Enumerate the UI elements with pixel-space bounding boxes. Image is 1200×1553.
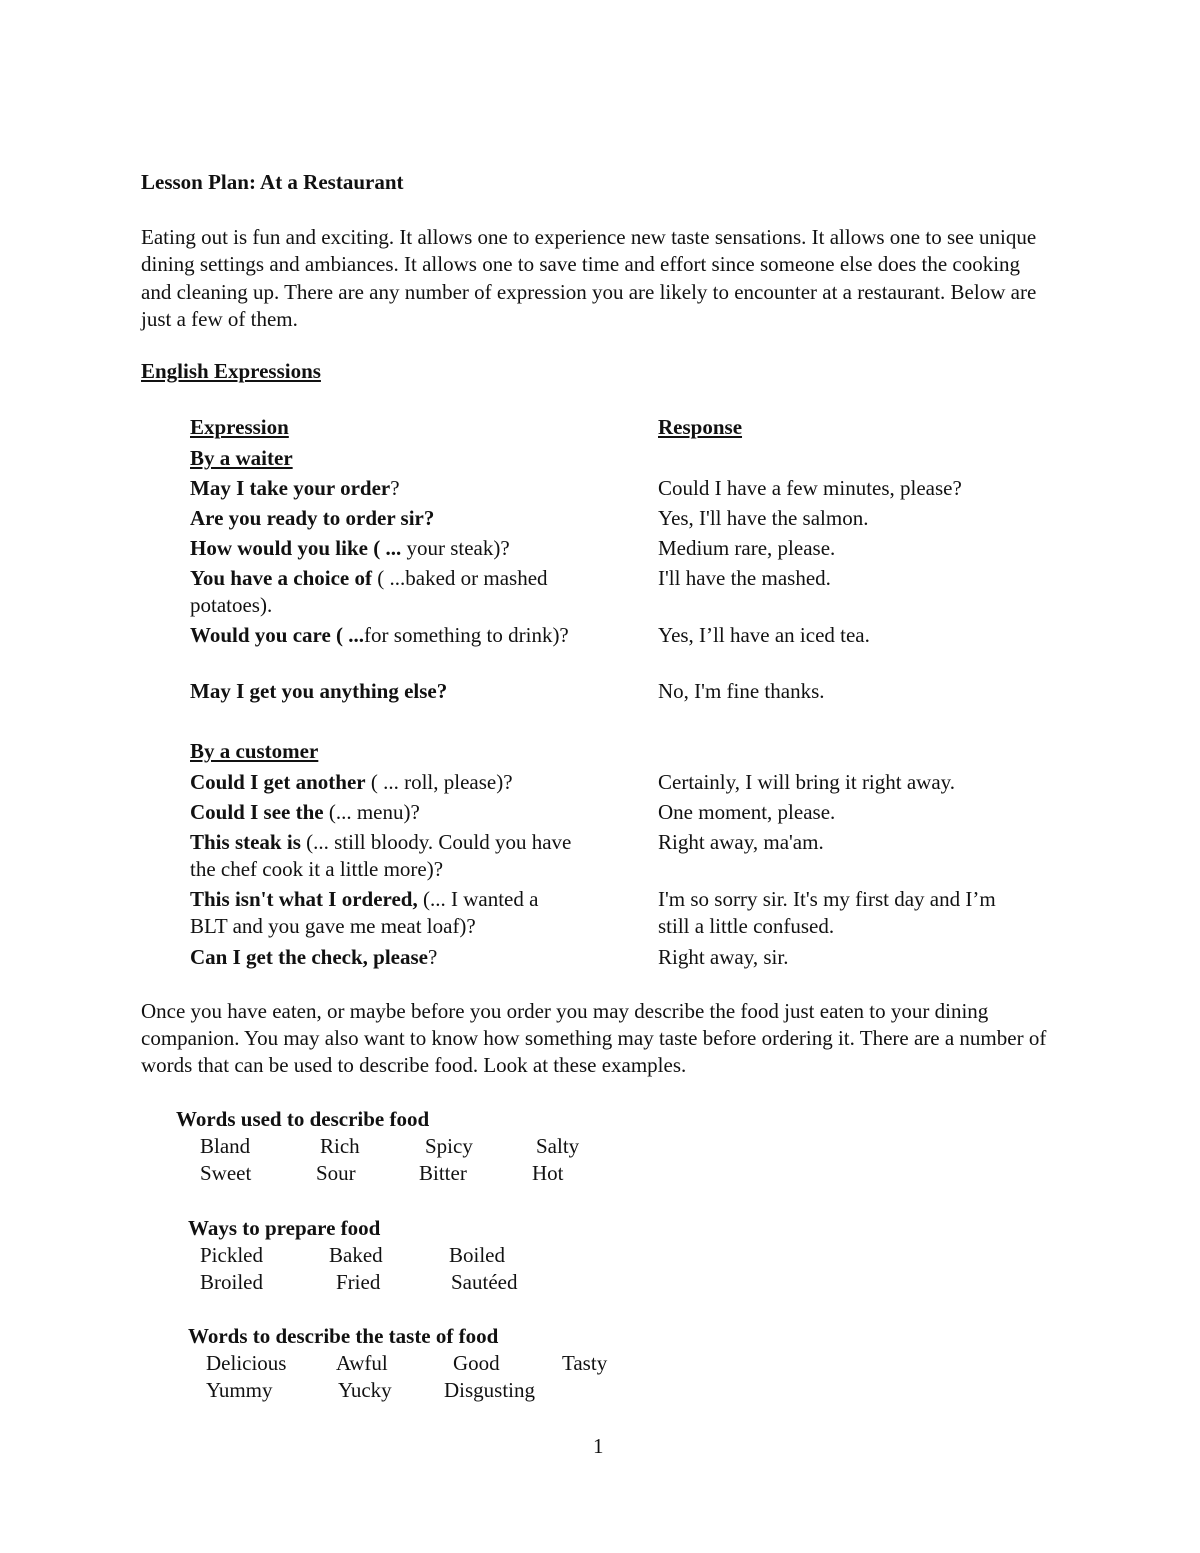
word-group-heading: Ways to prepare food bbox=[188, 1216, 381, 1240]
response-row: Could I have a few minutes, please? bbox=[658, 476, 962, 500]
expression-row: Could I get another ( ... roll, please)? bbox=[190, 770, 513, 794]
word-item: Sweet bbox=[200, 1161, 252, 1185]
expression-row: Could I see the (... menu)? bbox=[190, 800, 420, 824]
word-item: Spicy bbox=[425, 1134, 473, 1158]
response-row: Certainly, I will bring it right away. bbox=[658, 770, 956, 794]
expression-row: May I take your order? bbox=[190, 476, 400, 500]
expression-row: You have a choice of ( ...baked or mashed potatoes). bbox=[190, 566, 548, 617]
word-item: Yummy bbox=[206, 1378, 273, 1402]
word-item: Tasty bbox=[562, 1351, 608, 1375]
expression-row: This steak is (... still bloody. Could you have the chef cook it a little more)? bbox=[190, 830, 572, 881]
document-title: Lesson Plan: At a Restaurant bbox=[141, 170, 404, 194]
response-row: Yes, I'll have the salmon. bbox=[658, 506, 869, 530]
word-item: Baked bbox=[329, 1243, 383, 1267]
word-item: Pickled bbox=[200, 1243, 263, 1267]
section-heading: English Expressions bbox=[141, 359, 321, 383]
outro-paragraph: Once you have eaten, or maybe before you order you may describe the food just eaten to your dining companion. You may also want to know how something may taste before ordering it. There are a number of words that can be used to describe food. Look at these examples. bbox=[141, 999, 1047, 1077]
word-item: Boiled bbox=[449, 1243, 505, 1267]
word-item: Yucky bbox=[338, 1378, 392, 1402]
response-row: Yes, I’ll have an iced tea. bbox=[658, 623, 870, 647]
response-column-header: Response bbox=[658, 415, 743, 439]
word-item: Good bbox=[453, 1351, 500, 1375]
expression-row: May I get you anything else? bbox=[190, 679, 448, 703]
word-item: Salty bbox=[536, 1134, 580, 1158]
word-item: Fried bbox=[336, 1270, 381, 1294]
expression-column-header: Expression bbox=[190, 415, 289, 439]
word-item: Disgusting bbox=[444, 1378, 536, 1402]
response-row: Right away, sir. bbox=[658, 945, 789, 969]
response-row: I'm so sorry sir. It's my first day and I’m still a little confused. bbox=[658, 887, 996, 938]
expression-row: Are you ready to order sir? bbox=[190, 506, 435, 530]
expression-row: This isn't what I ordered, (... I wanted a BLT and you gave me meat loaf)? bbox=[190, 887, 539, 938]
word-group-heading: Words used to describe food bbox=[176, 1107, 430, 1131]
word-item: Sautéed bbox=[451, 1270, 518, 1294]
word-item: Rich bbox=[320, 1134, 360, 1158]
word-item: Delicious bbox=[206, 1351, 287, 1375]
word-item: Hot bbox=[532, 1161, 564, 1185]
word-item: Bitter bbox=[419, 1161, 467, 1185]
customer-group-heading: By a customer bbox=[190, 739, 319, 763]
expression-row: Can I get the check, please? bbox=[190, 945, 438, 969]
word-item: Broiled bbox=[200, 1270, 263, 1294]
response-row: I'll have the mashed. bbox=[658, 566, 831, 590]
response-row: No, I'm fine thanks. bbox=[658, 679, 825, 703]
word-group-heading: Words to describe the taste of food bbox=[188, 1324, 499, 1348]
page-number: 1 bbox=[593, 1434, 604, 1458]
expression-row: How would you like ( ... your steak)? bbox=[190, 536, 510, 560]
intro-paragraph: Eating out is fun and exciting. It allows one to experience new taste sensations. It allows one to see unique dining settings and ambiances. It allows one to save time and effort since someone else does the cooking and cleaning up. There are any number of expression you are likely to encounter at a restaurant. Below are just a few of them. bbox=[141, 225, 1037, 332]
word-item: Sour bbox=[316, 1161, 356, 1185]
response-row: Right away, ma'am. bbox=[658, 830, 824, 854]
expression-row: Would you care ( ...for something to drink)? bbox=[190, 623, 569, 647]
word-item: Bland bbox=[200, 1134, 251, 1158]
response-row: One moment, please. bbox=[658, 800, 836, 824]
word-item: Awful bbox=[336, 1351, 388, 1375]
response-row: Medium rare, please. bbox=[658, 536, 836, 560]
waiter-group-heading: By a waiter bbox=[190, 446, 293, 470]
